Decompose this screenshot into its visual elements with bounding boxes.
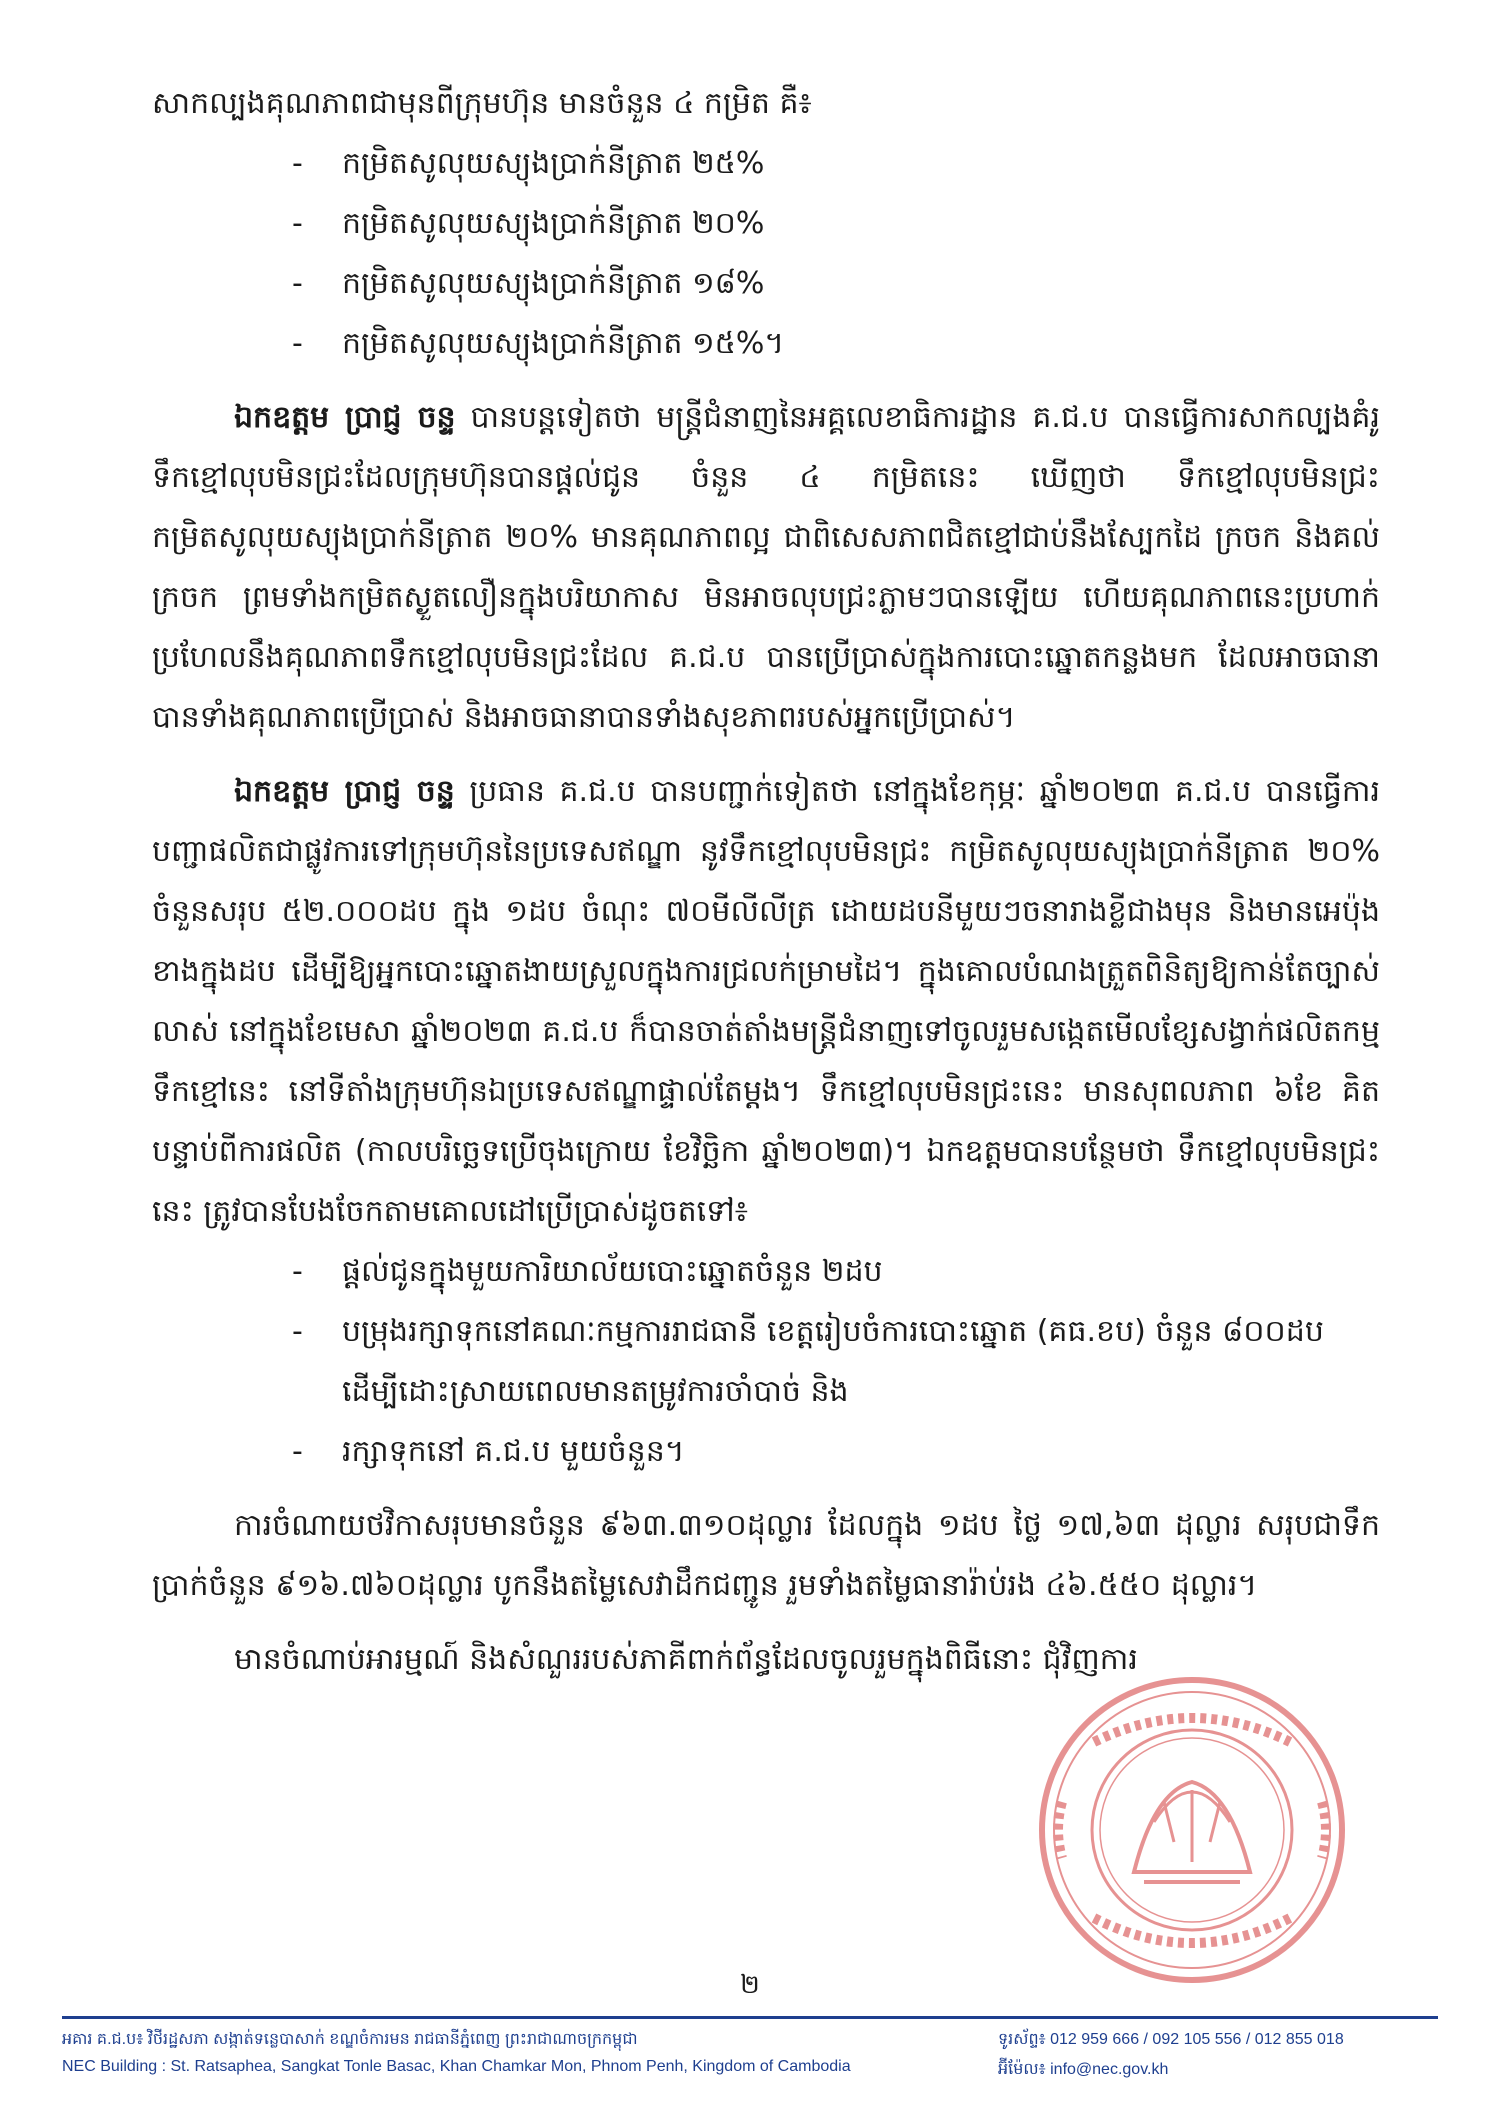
- list-item: - ផ្តល់ជូនក្នុងមួយការិយាល័យបោះឆ្នោតចំនួន ២ដប: [292, 1242, 1380, 1302]
- intro-line: សាកល្បងគុណភាពជាមុនពីក្រុមហ៊ុន មានចំនួន ៤ កម្រិត គឺ៖: [152, 86, 812, 121]
- list-item: - កម្រិតសូលុយស្យុងប្រាក់នីត្រាត ២៥%: [292, 134, 1380, 194]
- document-body: [152, 74, 1380, 1690]
- footer-email: [998, 2058, 1168, 2082]
- page-number: ២: [740, 1970, 760, 2000]
- levels-list: [152, 134, 1380, 374]
- list-item: - បម្រុងរក្សាទុកនៅគណៈកម្មការរាជធានី ខេត្តរៀបចំការបោះឆ្នោត (គធ.ខប) ចំនួន ៨០០ដប ដើម្បីដោះស្រាយពេលមានតម្រូវការចាំបាច់ និង: [292, 1302, 1380, 1422]
- list-item: - កម្រិតសូលុយស្យុងប្រាក់នីត្រាត ២០%: [292, 194, 1380, 254]
- paragraph-4: ការចំណាយថវិកាសរុបមានចំនួន ៩៦៣.៣១០ដុល្លារ ដែលក្នុង ១ដប ថ្លៃ ១៧,៦៣ ដុល្លារ សរុបជាទឹកប្រាក់ចំនួន ៩១៦.៧៦០ដុល្លារ បូកនឹងតម្លៃសេវាដឹកជញ្ជូន រួមទាំងតម្លៃធានារ៉ាប់រង ៤៦.៥៥០ ដុល្លារ។: [152, 1508, 1380, 1603]
- list-item: - រក្សាទុកនៅ គ.ជ.ប មួយចំនួន។: [292, 1422, 1380, 1482]
- paragraph-5: មានចំណាប់អារម្មណ៍ និងសំណួររបស់ភាគីពាក់ព័ន្ធដែលចូលរួមក្នុងពិធីនោះ ជុំវិញការ: [234, 1642, 1138, 1677]
- list-item: - កម្រិតសូលុយស្យុងប្រាក់នីត្រាត ១៥%។: [292, 314, 1380, 374]
- footer-address-khmer: អគារ គ.ជ.ប៖ វិថីរដ្ឋសភា សង្កាត់ទន្លេបាសាក់ ខណ្ឌចំការមន រាជធានីភ្នំពេញ ព្រះរាជាណាចក្រកម្ពុជា: [62, 2031, 638, 2048]
- paragraph-2: [152, 388, 1380, 748]
- paragraph-text: បានបន្តទៀតថា មន្ត្រីជំនាញនៃអគ្គលេខាធិការដ្ឋាន គ.ជ.ប បានធ្វើការសាកល្បងគំរូទឹកខ្មៅលុបមិនជ្រះដែលក្រុមហ៊ុនបានផ្តល់ជូន ចំនួន ៤ កម្រិតនេះ ឃើញថា ទឹកខ្មៅលុបមិនជ្រះកម្រិតសូលុយស្យុងប្រាក់នីត្រាត ២០% មានគុណភាពល្អ ជាពិសេសភាពជិតខ្មៅជាប់នឹងស្បែកដៃ ក្រចក និងគល់ក្រចក ព្រមទាំងកម្រិតស្ងួតលឿនក្នុងបរិយាកាស មិនអាចលុបជ្រះភ្លាមៗបានឡើយ ហើយគុណភាពនេះប្រហាក់ប្រហែលនឹងគុណភាពទឹកខ្មៅលុបមិនជ្រះដែល គ.ជ.ប បានប្រើប្រាស់ក្នុងការបោះឆ្នោតកន្លងមក ដែលអាចធានាបានទាំងគុណភាពប្រើប្រាស់ និងអាចធានាបានទាំងសុខភាពរបស់អ្នកប្រើប្រាស់។: [152, 400, 1380, 735]
- email-label: អ៊ីម៉ែល៖: [998, 2061, 1046, 2078]
- email-address[interactable]: info@nec.gov.kh: [1050, 2061, 1169, 2078]
- footer-address-english: NEC Building : St. Ratsaphea, Sangkat Tonle Basac, Khan Chamkar Mon, Phnom Penh, Kingdom of Cambodia: [62, 2058, 851, 2075]
- footer-phone: [998, 2028, 1344, 2052]
- paragraph-3: [152, 762, 1380, 1242]
- allocation-list: [152, 1242, 1380, 1482]
- paragraph-text: ប្រធាន គ.ជ.ប បានបញ្ជាក់ទៀតថា នៅក្នុងខែកុម្ភៈ ឆ្នាំ២០២៣ គ.ជ.ប បានធ្វើការបញ្ជាផលិតជាផ្លូវការទៅក្រុមហ៊ុននៃប្រទេសឥណ្ឌា នូវទឹកខ្មៅលុបមិនជ្រះ កម្រិតសូលុយស្យុងប្រាក់នីត្រាត ២០% ចំនួនសរុប ៥២.០០០ដប ក្នុង ១ដប ចំណុះ ៧០មីលីលីត្រ ដោយដបនីមួយៗចនារាងខ្លីជាងមុន និងមានអេប៉ុងខាងក្នុងដប ដើម្បីឱ្យអ្នកបោះឆ្នោតងាយស្រួលក្នុងការជ្រលក់ម្រាមដៃ។ ក្នុងគោលបំណងត្រួតពិនិត្យឱ្យកាន់តែច្បាស់លាស់ នៅក្នុងខែមេសា ឆ្នាំ២០២៣ គ.ជ.ប ក៏បានចាត់តាំងមន្ត្រីជំនាញទៅចូលរួមសង្កេតមើលខ្សែសង្វាក់ផលិតកម្មទឹកខ្មៅនេះ នៅទីតាំងក្រុមហ៊ុនឯប្រទេសឥណ្ឌាផ្ទាល់តែម្តង។ ទឹកខ្មៅលុបមិនជ្រះនេះ មានសុពលភាព ៦ខែ គិតបន្ទាប់ពីការផលិត (កាលបរិច្ឆេទប្រើចុងក្រោយ ខែវិច្ឆិកា ឆ្នាំ២០២៣)។ ឯកឧត្តមបានបន្ថែមថា ទឹកខ្មៅលុបមិនជ្រះនេះ ត្រូវបានបែងចែកតាមគោលដៅប្រើប្រាស់ដូចតទៅ៖: [152, 774, 1380, 1229]
- phone-numbers: 012 959 666 / 092 105 556 / 012 855 018: [1050, 2031, 1344, 2048]
- speaker-name: ឯកឧត្តម ប្រាជ្ញ ចន្ទ: [234, 400, 456, 435]
- footer-divider: [62, 2016, 1438, 2019]
- official-seal-icon: [1034, 1672, 1350, 1988]
- speaker-name: ឯកឧត្តម ប្រាជ្ញ ចន្ទ: [234, 774, 455, 809]
- phone-label: ទូរស័ព្ទ៖: [998, 2031, 1046, 2048]
- list-item: - កម្រិតសូលុយស្យុងប្រាក់នីត្រាត ១៨%: [292, 254, 1380, 314]
